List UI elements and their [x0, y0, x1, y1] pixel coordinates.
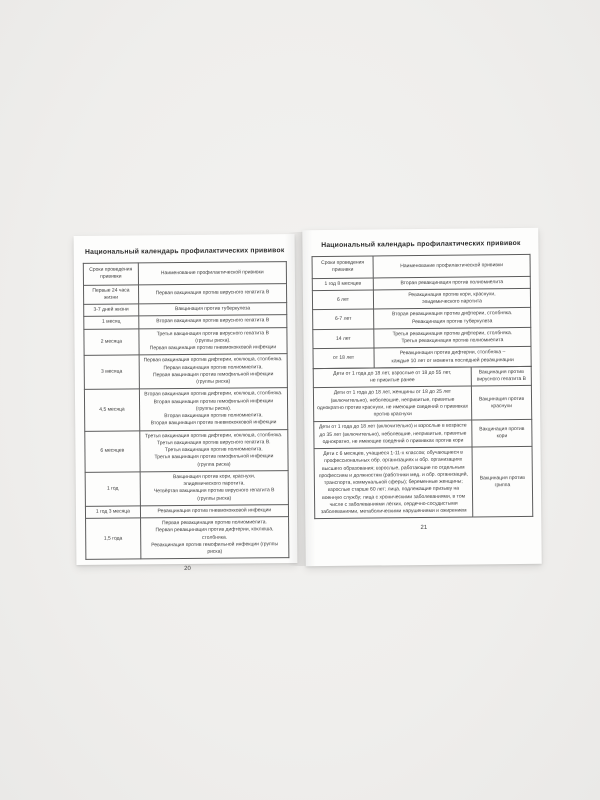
table-row [85, 429, 288, 472]
term-cell: 6-7 лет [313, 309, 374, 329]
vaccine-cell: Третья ревакцинация против дифтерии, столбняка. Третья ревакцинация против полиомиелита [374, 327, 531, 348]
term-cell: 1,5 года [86, 518, 141, 560]
vaccine-cell: Первая ревакцинация против полиомиелита. Первая ревакцинация против дифтерии, коклюша, столбняка. Ревакцинация против гемофильной инфекции (группы риска) [140, 517, 289, 560]
vaccine-cell: Ревакцинация против дифтерии, столбняка – каждые 10 лет от момента последней ревакцинации [374, 347, 531, 368]
vaccine-cell: Вторая ревакцинация против полиомиелита [373, 276, 530, 290]
term-cell: Первые 24 часа жизни [83, 285, 138, 305]
table-header-row [83, 262, 286, 285]
group-cell: Дети от 1 года до 18 лет (включительно) и взрослые в возрасте до 35 лет (включительно), неболевшие, непривитые, привитые однократно, не имеющие сведений о прививках против кори [314, 420, 472, 448]
vaccine-cell: Вакцинация против гриппа [472, 447, 533, 518]
term-cell: 2 месяца [84, 329, 139, 356]
column-header-name: Наименование профилактической прививки [373, 255, 530, 278]
term-cell: 3 месяца [84, 355, 139, 389]
table-header-row [312, 255, 530, 279]
vaccine-cell: Вторая ревакцинация против дифтерии, столбняка. Ревакцинация против туберкулеза [374, 308, 531, 329]
vaccine-cell: Вакцинация против кори, краснухи, эпидемического паротита. Четвёртая вакцинация против вирусного гепатита В (группы риска) [140, 471, 288, 506]
term-cell: 1 месяц [84, 316, 139, 329]
vaccine-cell: Ревакцинация против кори, краснухи, эпидемического паротита [373, 288, 530, 309]
table-row [84, 327, 287, 356]
vaccine-cell: Ревакцинация против пневмококковой инфекции [140, 505, 288, 519]
vaccine-cell: Вторая вакцинация против вирусного гепатита В [139, 315, 287, 329]
group-cell: Дети с 6 месяцев, учащиеся 1-11-х классов; обучающиеся в профессиональных обр. организациях и обр. организациях высшего образования; взрослые, работающие по отдельным профессиям и должностям (работники мед. и обр. организаций, транспорта, коммунальной сферы); беременные женщины; взрослые старше 60 лет; лица, подлежащие призыву на военную службу; лица с хроническими заболеваниями, в том числе с заболеваниями лёгких, сердечно-сосудистыми заболеваниями, метаболическими нарушениями и ожирением [314, 447, 473, 519]
vaccination-groups-table [313, 366, 534, 520]
group-cell: Дети от 1 года до 18 лет, взрослые от 18 до 55 лет, не привитые ранее [313, 367, 471, 388]
column-header-terms: Сроки проведения прививки [83, 263, 138, 285]
vaccination-schedule-table [83, 261, 290, 560]
table-row [313, 327, 531, 349]
vaccine-cell: Вакцинация против вирусного гепатита В [471, 366, 531, 386]
column-header-name: Наименование профилактической прививки [138, 262, 286, 285]
column-header-terms: Сроки проведения прививки [312, 256, 373, 278]
page-number: 21 [420, 525, 428, 532]
vaccine-cell: Третья вакцинация против вирусного гепатита В (группы риска). Первая вакцинация против пневмококковой инфекции [139, 327, 287, 355]
page-title: Национальный календарь профилактических прививок [321, 239, 521, 250]
term-cell: 3-7 дней жизни [84, 304, 139, 317]
vaccination-schedule-table [312, 254, 532, 369]
table-row [314, 447, 533, 520]
vaccine-cell: Первая вакцинация против вирусного гепатита В [138, 283, 286, 304]
table-row [84, 388, 287, 431]
table-row [313, 308, 531, 330]
page-title: Национальный календарь профилактических прививок [84, 247, 285, 256]
table-row [83, 283, 286, 304]
table-row [313, 366, 531, 388]
term-cell: 1 год [85, 472, 140, 506]
booklet-left-page [74, 234, 298, 573]
table-row [314, 420, 532, 449]
term-cell: 6 месяцев [85, 431, 140, 473]
vaccine-cell: Первая вакцинация против дифтерии, коклюша, столбняка. Первая вакцинация против полиомиелита. Первая вакцинация против гемофильной инфекции (группы риска) [139, 354, 287, 389]
term-cell: 14 лет [313, 329, 374, 349]
term-cell: 6 лет [312, 290, 373, 310]
term-cell: 1 год 8 месяцев [312, 278, 373, 291]
page-number: 20 [184, 566, 191, 573]
vaccine-cell: Третья вакцинация против дифтерии, коклюша, столбняка. Третья вакцинация против вирусного гепатита В. Третья вакцинация против полиомиелита. Третья вакцинация против гемофильной инфекции (группа риска) [140, 429, 289, 472]
term-cell: от 18 лет [313, 348, 374, 368]
table-row [313, 386, 531, 422]
vaccine-cell: Вторая вакцинация против дифтерии, коклюша, столбняка. Вторая вакцинация против гемофильной инфекции (группы риска). Вторая вакцинация против полиомиелита. Вторая вакцинация против пневмококковой инфекции [139, 388, 288, 431]
table-row [85, 471, 288, 507]
booklet-right-page [302, 228, 542, 566]
term-cell: 4,5 месяца [84, 389, 139, 431]
vaccine-cell: Вакцинация против туберкулеза [138, 303, 286, 317]
table-row [86, 517, 289, 560]
table-row [312, 288, 530, 310]
group-cell: Дети от 1 года до 18 лет, женщины от 18 до 25 лет (включительно), неболевшие, непривитые, привитые однократно против краснухи, не имеющие сведений о прививках против краснухи [313, 386, 471, 422]
term-cell: 1 год 3 месяца [85, 506, 140, 519]
vaccine-cell: Вакцинация против кори [472, 420, 532, 447]
vaccine-cell: Вакцинация против краснухи [471, 386, 531, 421]
table-row [84, 354, 287, 390]
